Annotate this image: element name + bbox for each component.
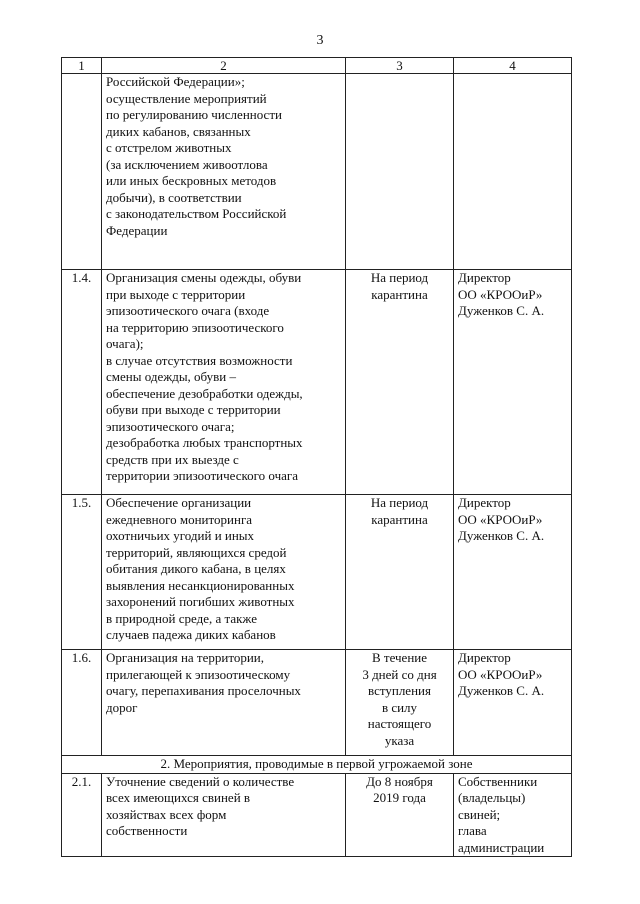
measures-table (61, 57, 572, 857)
header-col-4: 4 (454, 58, 572, 74)
header-col-1: 1 (62, 58, 102, 74)
row-responsible: Директор ОО «КРООиР» Дуженков С. А. (454, 270, 572, 495)
row-number: 1.5. (62, 495, 102, 650)
row-term: На период карантина (346, 270, 454, 495)
table-row (62, 773, 572, 857)
row-action: Российской Федерации»; осуществление мероприятий по регулированию численности диких кабанов, связанных с отстрелом животных (за исключением живоотлова или иных бескровных методов добычи), в соответствии с законодательством Российской Федерации (102, 74, 346, 270)
row-term (346, 74, 454, 270)
section-title: 2. Мероприятия, проводимые в первой угрожаемой зоне (62, 756, 572, 774)
table-row (62, 270, 572, 495)
row-number: 1.4. (62, 270, 102, 495)
row-action: Обеспечение организации ежедневного мониторинга охотничьих угодий и иных территорий, являющихся средой обитания дикого кабана, в целях выявления несанкционированных захоронений погибших животных в природной среде, а также случаев падежа диких кабанов (102, 495, 346, 650)
row-number: 1.6. (62, 650, 102, 756)
row-responsible: Собственники (владельцы) свиней; глава администрации (454, 773, 572, 857)
row-term: На период карантина (346, 495, 454, 650)
row-responsible: Директор ОО «КРООиР» Дуженков С. А. (454, 495, 572, 650)
header-col-2: 2 (102, 58, 346, 74)
row-term: До 8 ноября 2019 года (346, 773, 454, 857)
table-header-row (62, 58, 572, 74)
table-row (62, 650, 572, 756)
row-term: В течение 3 дней со дня вступления в силу настоящего указа (346, 650, 454, 756)
header-col-3: 3 (346, 58, 454, 74)
row-number: 2.1. (62, 773, 102, 857)
row-responsible: Директор ОО «КРООиР» Дуженков С. А. (454, 650, 572, 756)
table-row (62, 74, 572, 270)
row-action: Организация на территории, прилегающей к эпизоотическому очагу, перепахивания проселочных дорог (102, 650, 346, 756)
row-action: Организация смены одежды, обуви при выходе с территории эпизоотического очага (входе на территорию эпизоотического очага); в случае отсутствия возможности смены одежды, обуви – обеспечение дезобработки одежды, обуви при выходе с территории эпизоотического очага; дезобработка любых транспортных средств при их выезде с территории эпизоотического очага (102, 270, 346, 495)
row-number (62, 74, 102, 270)
section-row (62, 756, 572, 774)
row-action: Уточнение сведений о количестве всех имеющихся свиней в хозяйствах всех форм собственности (102, 773, 346, 857)
row-responsible (454, 74, 572, 270)
table-row (62, 495, 572, 650)
page-number: 3 (316, 33, 324, 48)
